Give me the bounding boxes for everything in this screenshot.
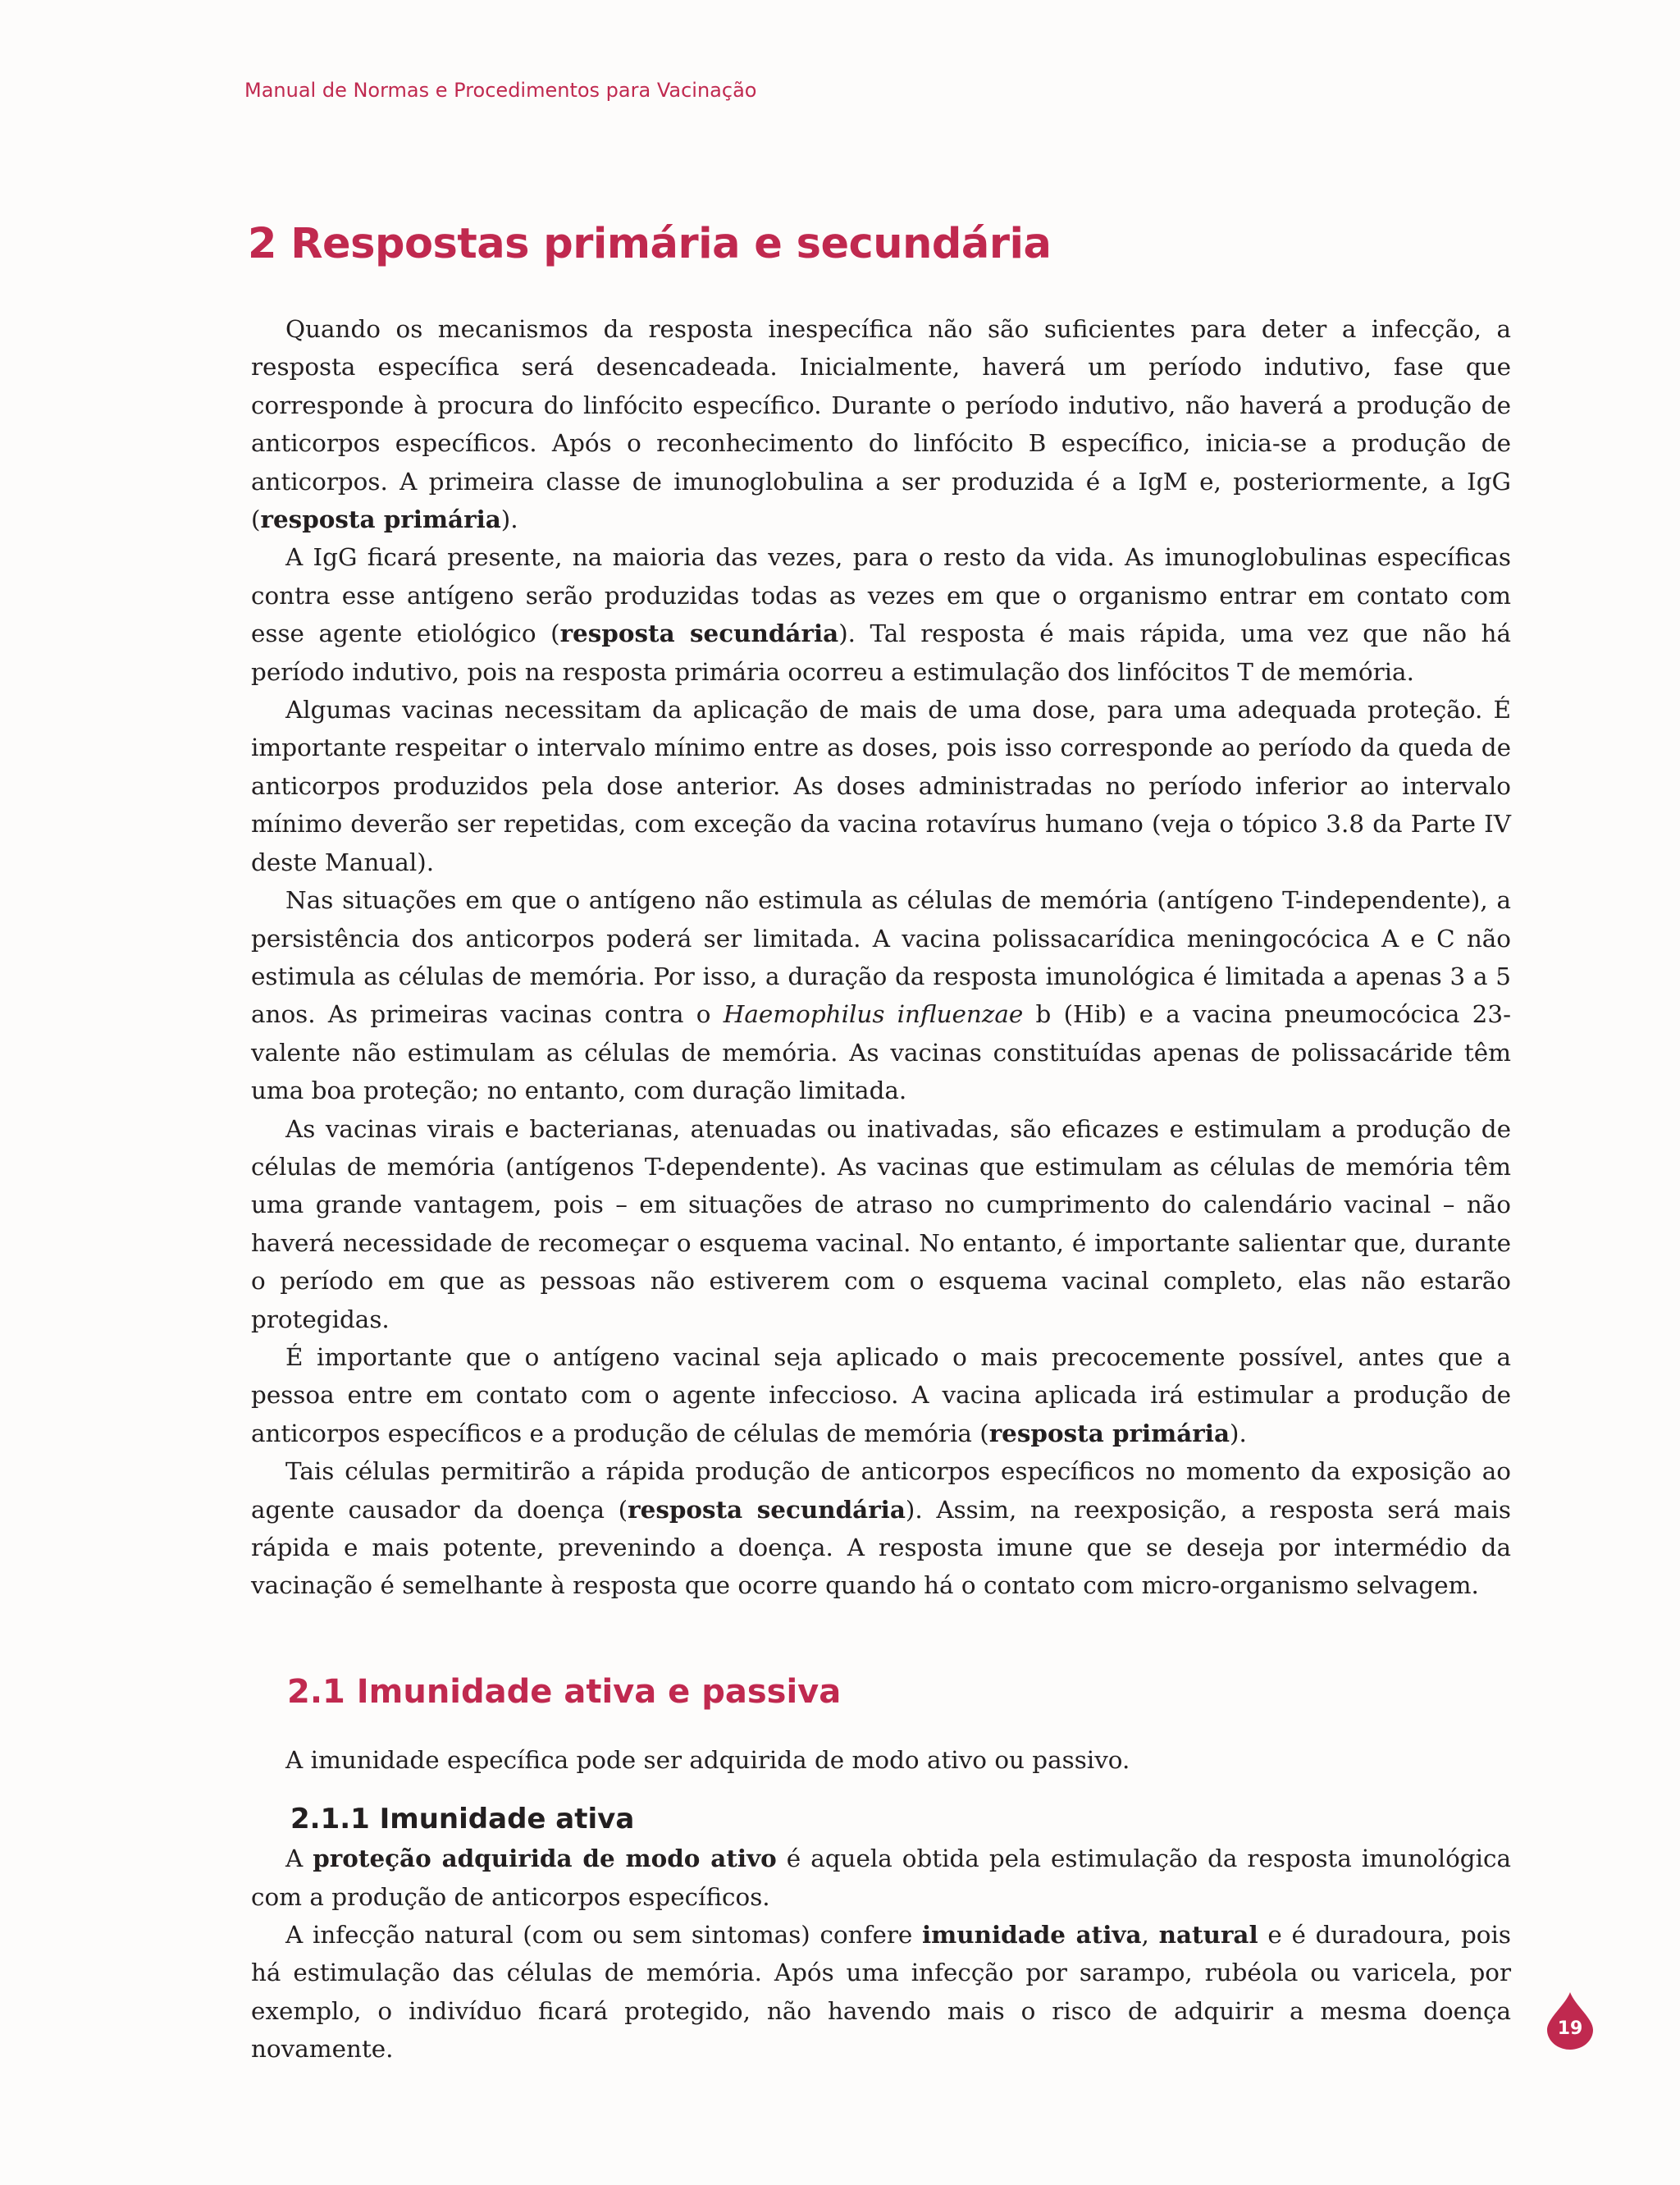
- paragraph-6: É importante que o antígeno vacinal seja aplicado o mais precocemente possível, antes que a pessoa entre em contato com o agente infeccioso. A vacina aplicada irá estimular a produção de anticorpos específicos e a produção de células de memória (resposta primária).: [251, 1342, 1511, 1447]
- subsection-title: 2.1.1 Imunidade ativa: [290, 1803, 635, 1836]
- chapter-title: 2 Respostas primária e secundária: [248, 220, 1052, 268]
- paragraph-4: Nas situações em que o antígeno não estimula as células de memória (antígeno T-independente), a persistência dos anticorpos poderá ser limitada. A vacina polissacarídica meningocócica A e C não estimula as células de memória. Por isso, a duração da resposta imunológica é limitada a apenas 3 a 5 anos. As primeiras vacinas contra o Haemophilus influenzae b (Hib) e a vacina pneumocócica 23-valente não estimulam as células de memória. As vacinas constituídas apenas de polissacáride têm uma boa proteção; no entanto, com duração limitada.: [251, 886, 1511, 1105]
- page-number: 19: [1557, 2018, 1583, 2039]
- section-intro: A imunidade específica pode ser adquirida de modo ativo ou passivo.: [285, 1745, 1130, 1774]
- paragraph-5: As vacinas virais e bacterianas, atenuadas ou inativadas, são eficazes e estimulam a produção de células de memória (antígenos T-dependente). As vacinas que estimulam as células de memória têm uma grande vantagem, pois – em situações de atraso no cumprimento do calendário vacinal – não haverá necessidade de recomeçar o esquema vacinal. No entanto, é importante salientar que, durante o período em que as pessoas não estiverem com o esquema vacinal completo, elas não estarão protegidas.: [251, 1114, 1511, 1333]
- bold-term: resposta primária: [260, 505, 501, 534]
- subsection-paragraph-1: A proteção adquirida de modo ativo é aquela obtida pela estimulação da resposta imunológica com a produção de anticorpos específicos.: [251, 1844, 1511, 1911]
- main-content: [248, 215, 1512, 2068]
- bold-term: imunidade ativa: [922, 1920, 1142, 1950]
- bold-term: resposta secundária: [628, 1494, 906, 1524]
- page-number-badge: [1545, 1991, 1595, 2050]
- bold-term: resposta primária: [988, 1418, 1230, 1447]
- bold-term: natural: [1158, 1920, 1258, 1950]
- paragraph-2: A IgG ficará presente, na maioria das vezes, para o resto da vida. As imunoglobulinas específicas contra esse antígeno serão produzidas todas as vezes em que o organismo entrar em contato com esse agente etiológico (resposta secundária). Tal resposta é mais rápida, uma vez que não há período indutivo, pois na resposta primária ocorreu a estimulação dos linfócitos T de memória.: [251, 543, 1512, 686]
- paragraph-1: Quando os mecanismos da resposta inespecífica não são suficientes para deter a infecção, a resposta específica será desencadeada. Inicialmente, haverá um período indutivo, fase que corresponde à procura do linfócito específico. Durante o período indutivo, não haverá a produção de anticorpos específicos. Após o reconhecimento do linfócito B específico, inicia-se a produção de anticorpos. A primeira classe de imunoglobulina a ser produzida é a IgM e, posteriormente, a IgG (resposta primária).: [251, 315, 1511, 534]
- bold-term: proteção adquirida de modo ativo: [313, 1844, 777, 1873]
- italic-term: Haemophilus influenzae: [723, 1000, 1024, 1029]
- running-header: Manual de Normas e Procedimentos para Vacinação: [244, 79, 757, 102]
- section-title: 2.1 Imunidade ativa e passiva: [287, 1672, 842, 1711]
- subsection-paragraph-2: A infecção natural (com ou sem sintomas) confere imunidade ativa, natural e é duradoura, pois há estimulação das células de memória. Após uma infecção por sarampo, rubéola ou varicela, por exemplo, o indivíduo ficará protegido, não havendo mais o risco de adquirir a mesma doença novamente.: [251, 1920, 1511, 2064]
- bold-term: resposta secundária: [559, 619, 839, 648]
- paragraph-7: Tais células permitirão a rápida produção de anticorpos específicos no momento da exposição ao agente causador da doença (resposta secundária). Assim, na reexposição, a resposta será mais rápida e mais potente, prevenindo a doença. A resposta imune que se deseja por intermédio da vacinação é semelhante à resposta que ocorre quando há o contato com micro-organismo selvagem.: [251, 1457, 1511, 1600]
- paragraph-3: Algumas vacinas necessitam da aplicação de mais de uma dose, para uma adequada proteção. É importante respeitar o intervalo mínimo entre as doses, pois isso corresponde ao período da queda de anticorpos produzidos pela dose anterior. As doses administradas no período inferior ao intervalo mínimo deverão ser repetidas, com exceção da vacina rotavírus humano (veja o tópico 3.8 da Parte IV deste Manual).: [251, 696, 1511, 876]
